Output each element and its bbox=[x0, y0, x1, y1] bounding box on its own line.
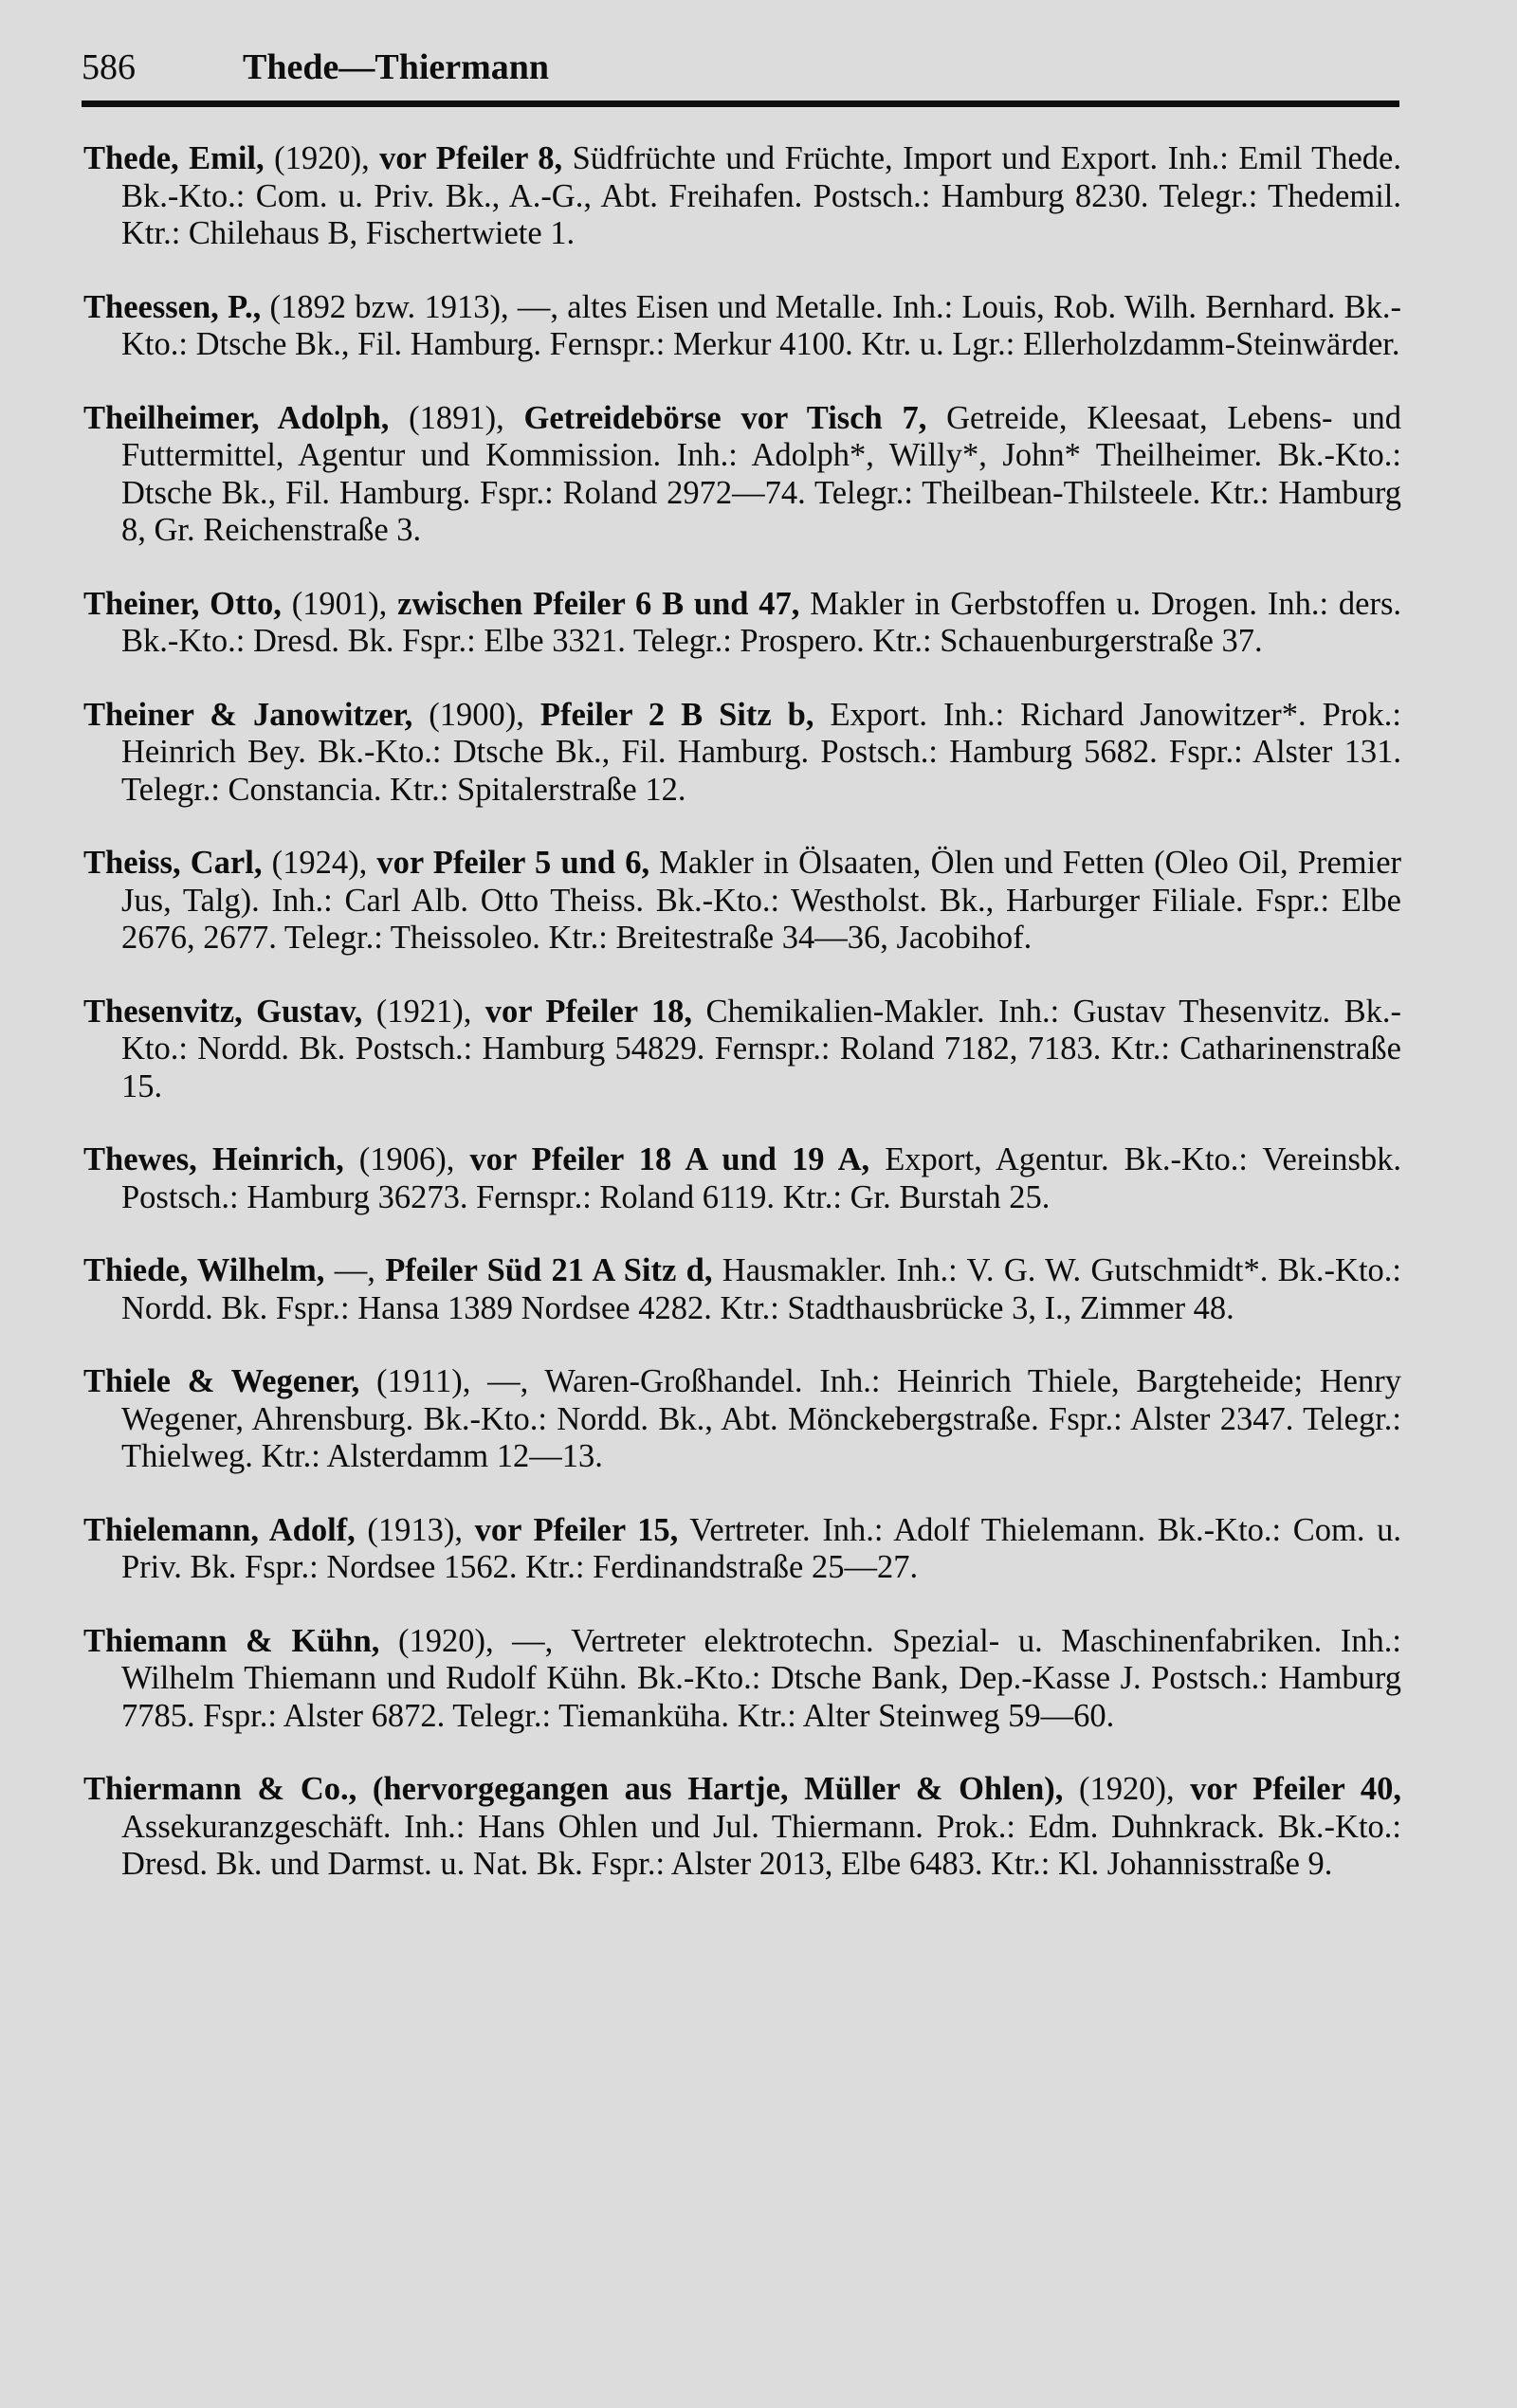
entry-location: vor Pfeiler 18, bbox=[484, 993, 693, 1030]
entry-body: Waren-Großhandel. Inh.: Heinrich Thiele, Bargteheide; Henry Wegener, Ahrensburg. Bk.-Kto.: Nordd. Bk., Abt. Mönckebergstraße. Fspr.: Alster 2347. Telegr.: Thielweg. Ktr.: Alsterdamm 12—13. bbox=[121, 1363, 1401, 1474]
entry-year: (1906), bbox=[343, 1141, 470, 1177]
directory-entry bbox=[83, 845, 1401, 958]
entry-body: altes Eisen und Metalle. Inh.: Louis, Rob. Wilh. Bernhard. Bk.-Kto.: Dtsche Bk., Fil. Hamburg. Fernspr.: Merkur 4100. Ktr. u. Lgr.: Ellerholzdamm-Steinwärder. bbox=[121, 288, 1401, 362]
entry-name: Thiemann & Kühn, bbox=[83, 1622, 380, 1659]
page-number: 586 bbox=[82, 47, 136, 87]
entry-location: Pfeiler 2 B Sitz b, bbox=[539, 696, 814, 733]
entry-body: Makler in Ölsaaten, Ölen und Fetten (Oleo Oil, Premier Jus, Talg). Inh.: Carl Alb. Otto Theiss. Bk.-Kto.: Westholst. Bk., Harburger Filiale. Fspr.: Elbe 2676, 2677. Telegr.: Theissoleo. Ktr.: Breitestraße 34—36, Jacobihof. bbox=[121, 845, 1401, 956]
entry-year: (1920), bbox=[1063, 1771, 1191, 1807]
directory-entry bbox=[83, 1623, 1401, 1736]
entry-name: Thewes, Heinrich, bbox=[83, 1141, 344, 1177]
entry-location: Getreidebörse vor Tisch 7, bbox=[523, 399, 927, 436]
entry-name: Thiede, Wilhelm, bbox=[83, 1252, 325, 1288]
entry-year: (1921), bbox=[362, 993, 485, 1030]
entry-name: Thiele & Wegener, bbox=[83, 1363, 360, 1399]
entry-body: Getreide, Kleesaat, Lebens- und Futtermittel, Agentur und Kommission. Inh.: Adolph*, Willy*, John* Theilheimer. Bk.-Kto.: Dtsche Bk., Fil. Hamburg. Fspr.: Roland 2972—74. Telegr.: Theilbean-Thilsteele. Ktr.: Hamburg 8, Gr. Reichenstraße 3. bbox=[121, 399, 1402, 548]
entry-year: (1900), bbox=[412, 696, 540, 733]
entry-year: (1891), bbox=[389, 399, 524, 436]
entry-body: Makler in Gerbstoffen u. Drogen. Inh.: ders. Bk.-Kto.: Dresd. Bk. Fspr.: Elbe 3321. Telegr.: Prospero. Ktr.: Schauenburgerstraße 37. bbox=[121, 585, 1401, 659]
entry-body: Assekuranzgeschäft. Inh.: Hans Ohlen und Jul. Thiermann. Prok.: Edm. Duhnkrack. Bk.-Kto.: Dresd. Bk. und Darmst. u. Nat. Bk. Fspr.: Alster 2013, Elbe 6483. Ktr.: Kl. Johannisstraße 9. bbox=[121, 1808, 1401, 1882]
entry-body: Export. Inh.: Richard Janowitzer*. Prok.: Heinrich Bey. Bk.-Kto.: Dtsche Bk., Fil. Hamburg. Postsch.: Hamburg 5682. Fspr.: Alster 131. Telegr.: Constancia. Ktr.: Spitalerstraße 12. bbox=[121, 696, 1401, 808]
entry-year: —, bbox=[324, 1252, 386, 1288]
entry-location: vor Pfeiler 15, bbox=[474, 1511, 679, 1548]
entry-body: Südfrüchte und Früchte, Import und Export. Inh.: Emil Thede. Bk.-Kto.: Com. u. Priv. Bk., A.-G., Abt. Freihafen. Postsch.: Hamburg 8230. Telegr.: Thedemil. Ktr.: Chilehaus B, Fischertwiete 1. bbox=[121, 140, 1401, 251]
directory-entry bbox=[83, 1512, 1401, 1587]
entry-name: Theessen, P., bbox=[83, 288, 262, 325]
entry-year: (1913), bbox=[355, 1511, 475, 1548]
directory-entry bbox=[83, 289, 1401, 364]
entry-location: vor Pfeiler 8, bbox=[379, 140, 563, 176]
directory-entry bbox=[83, 697, 1401, 810]
entry-year: (1901), bbox=[281, 585, 398, 622]
directory-entry bbox=[83, 1252, 1401, 1327]
entry-body: Export, Agentur. Bk.-Kto.: Vereinsbk. Postsch.: Hamburg 36273. Fernspr.: Roland 6119. Ktr.: Gr. Burstah 25. bbox=[121, 1141, 1401, 1215]
entry-year: (1920), bbox=[264, 140, 380, 176]
entry-location: vor Pfeiler 5 und 6, bbox=[376, 845, 650, 881]
entry-name: Thiermann & Co., (hervorgegangen aus Hartje, Müller & Ohlen), bbox=[83, 1771, 1064, 1807]
entry-name: Theilheimer, Adolph, bbox=[83, 399, 390, 436]
running-title: Thede—Thiermann bbox=[243, 47, 550, 87]
entry-name: Thede, Emil, bbox=[83, 140, 265, 176]
directory-entry bbox=[83, 1771, 1401, 1884]
directory-entry bbox=[83, 400, 1401, 550]
entry-name: Theiner, Otto, bbox=[83, 585, 282, 622]
entry-location: vor Pfeiler 40, bbox=[1190, 1771, 1401, 1807]
entry-name: Theiss, Carl, bbox=[83, 845, 263, 881]
directory-entry bbox=[83, 140, 1401, 253]
entry-body: Vertreter. Inh.: Adolf Thielemann. Bk.-Kto.: Com. u. Priv. Bk. Fspr.: Nordsee 1562. Ktr.: Ferdinandstraße 25—27. bbox=[121, 1511, 1401, 1585]
entry-name: Theiner & Janowitzer, bbox=[83, 696, 413, 733]
entry-year: (1892 bzw. 1913), —, bbox=[261, 288, 568, 325]
entry-year: (1924), bbox=[262, 845, 377, 881]
entry-location: zwischen Pfeiler 6 B und 47, bbox=[397, 585, 800, 622]
entry-body: Chemikalien-Makler. Inh.: Gustav Thesenvitz. Bk.-Kto.: Nordd. Bk. Postsch.: Hamburg 54829. Fernspr.: Roland 7182, 7183. Ktr.: Catharinenstraße 15. bbox=[121, 993, 1401, 1104]
entry-name: Thesenvitz, Gustav, bbox=[83, 993, 363, 1030]
entry-year: (1920), —, bbox=[379, 1622, 572, 1659]
directory-entry bbox=[83, 1141, 1401, 1216]
entry-year: (1911), —, bbox=[359, 1363, 545, 1399]
entry-body: Hausmakler. Inh.: V. G. W. Gutschmidt*. Bk.-Kto.: Nordd. Bk. Fspr.: Hansa 1389 Nordsee 4282. Ktr.: Stadthausbrücke 3, I., Zimmer 48. bbox=[121, 1252, 1401, 1326]
page-header bbox=[82, 38, 1399, 97]
entry-location: vor Pfeiler 18 A und 19 A, bbox=[469, 1141, 870, 1177]
entry-name: Thielemann, Adolf, bbox=[83, 1511, 356, 1548]
directory-entry bbox=[83, 586, 1401, 661]
entry-list bbox=[83, 140, 1401, 1920]
header-rule bbox=[82, 100, 1399, 107]
directory-entry bbox=[83, 994, 1401, 1106]
entry-body: Vertreter elektrotechn. Spezial- u. Maschinenfabriken. Inh.: Wilhelm Thiemann und Rudolf Kühn. Bk.-Kto.: Dtsche Bank, Dep.-Kasse J. Postsch.: Hamburg 7785. Fspr.: Alster 6872. Telegr.: Tiemanküha. Ktr.: Alter Steinweg 59—60. bbox=[121, 1622, 1401, 1734]
entry-location: Pfeiler Süd 21 A Sitz d, bbox=[385, 1252, 713, 1288]
directory-entry bbox=[83, 1363, 1401, 1476]
